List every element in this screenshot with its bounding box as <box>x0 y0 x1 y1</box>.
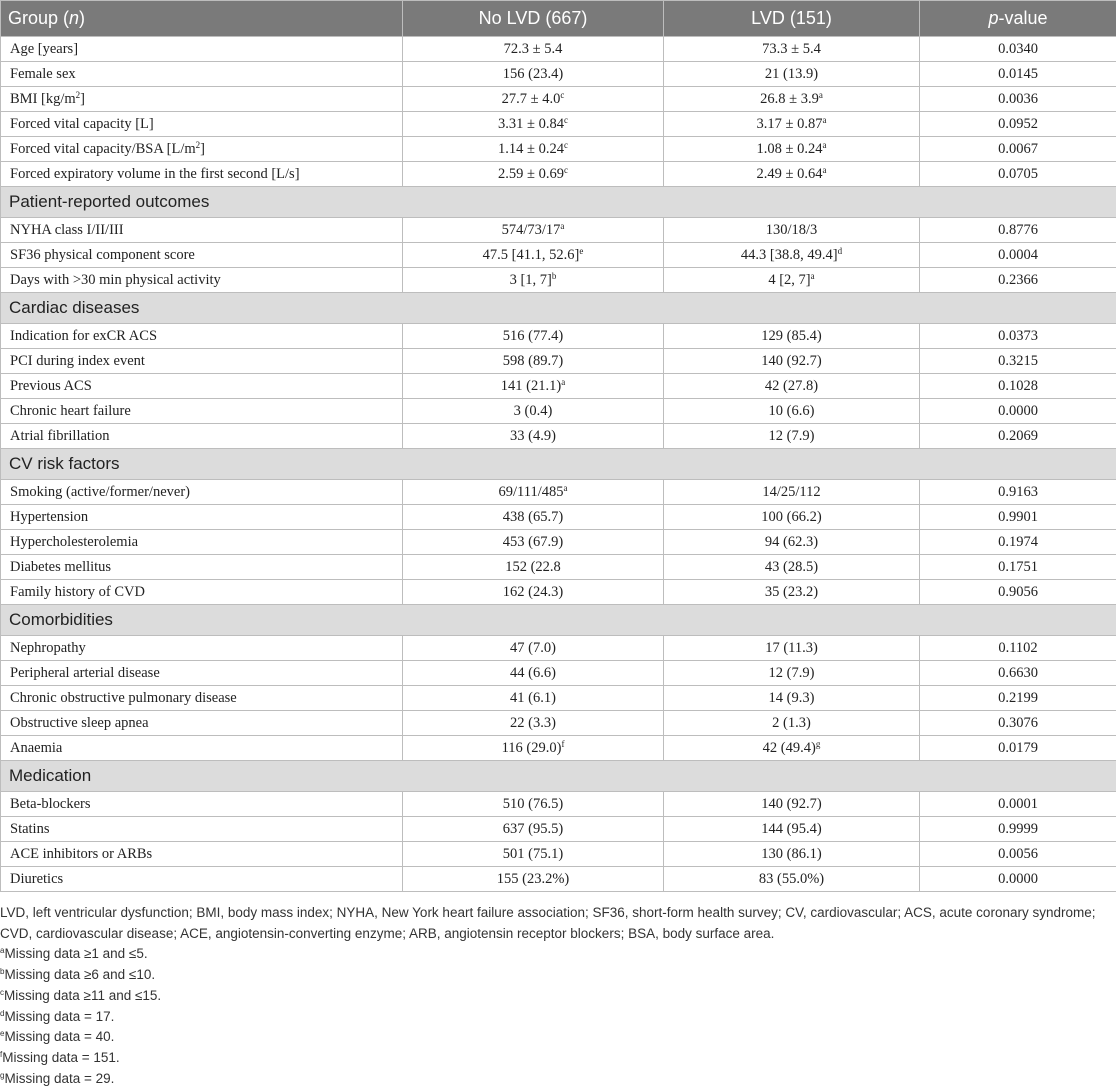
p-value: 0.3076 <box>920 711 1116 736</box>
row-label-text: PCI during index event <box>10 353 145 369</box>
lvd-value <box>664 792 920 817</box>
table-row <box>1 711 1116 736</box>
table-row <box>1 424 1116 449</box>
lvd-value <box>664 480 920 505</box>
lvd-value <box>664 62 920 87</box>
footnote-line <box>0 1048 1116 1069</box>
footnote-marker: a <box>822 140 826 150</box>
row-label <box>1 268 403 293</box>
footnote-marker: b <box>552 271 557 281</box>
section-heading: Patient-reported outcomes <box>1 187 1116 218</box>
footnote-mark: c <box>0 988 4 997</box>
no-lvd-value <box>403 349 664 374</box>
lvd-value <box>664 37 920 62</box>
no-lvd-value <box>403 867 664 892</box>
p-value: 0.9901 <box>920 505 1116 530</box>
row-label-text: Forced vital capacity [L] <box>10 116 154 132</box>
no-lvd-value <box>403 817 664 842</box>
footnote-text: Missing data ≥1 and ≤5. <box>4 946 147 961</box>
row-label <box>1 424 403 449</box>
cell-value: 501 (75.1) <box>503 846 563 862</box>
row-label-text: Female sex <box>10 66 76 82</box>
p-value: 0.2366 <box>920 268 1116 293</box>
lvd-value <box>664 137 920 162</box>
footnote-marker: c <box>564 115 568 125</box>
footnote-marker: a <box>560 221 564 231</box>
row-label <box>1 505 403 530</box>
no-lvd-value <box>403 137 664 162</box>
section-heading: Cardiac diseases <box>1 293 1116 324</box>
table-row <box>1 686 1116 711</box>
header-no-lvd: No LVD (667) <box>403 1 664 37</box>
no-lvd-value <box>403 636 664 661</box>
cell-value: 47 (7.0) <box>510 640 556 656</box>
cell-value: 27.7 ± 4.0 <box>502 91 561 107</box>
cell-value: 598 (89.7) <box>503 353 563 369</box>
lvd-value <box>664 505 920 530</box>
row-label <box>1 555 403 580</box>
no-lvd-value <box>403 424 664 449</box>
no-lvd-value <box>403 842 664 867</box>
footnote-marker: c <box>560 90 564 100</box>
p-value: 0.0705 <box>920 162 1116 187</box>
header-group: Group (n) <box>1 1 403 37</box>
no-lvd-value <box>403 711 664 736</box>
lvd-value <box>664 636 920 661</box>
p-value: 0.0004 <box>920 243 1116 268</box>
p-value: 0.9056 <box>920 580 1116 605</box>
no-lvd-value <box>403 62 664 87</box>
cell-value: 162 (24.3) <box>503 584 563 600</box>
missing-data-notes <box>0 944 1116 1089</box>
lvd-value <box>664 686 920 711</box>
p-value: 0.1751 <box>920 555 1116 580</box>
footnote-marker: a <box>822 165 826 175</box>
section-row <box>1 761 1116 792</box>
footnote-text: Missing data = 151. <box>2 1050 119 1065</box>
unit-superscript: 2 <box>76 90 81 100</box>
table-header <box>1 1 1116 37</box>
p-value: 0.0000 <box>920 399 1116 424</box>
footnote-mark: f <box>0 1050 2 1059</box>
table-row <box>1 112 1116 137</box>
footnote-mark: d <box>0 1009 4 1018</box>
table-row <box>1 842 1116 867</box>
footnote-line <box>0 1027 1116 1048</box>
footnote-marker: a <box>563 483 567 493</box>
cell-value: 130 (86.1) <box>761 846 821 862</box>
row-label-text: Obstructive sleep apnea <box>10 715 149 731</box>
table-row <box>1 268 1116 293</box>
p-value: 0.2069 <box>920 424 1116 449</box>
p-value: 0.0000 <box>920 867 1116 892</box>
footnote-marker: a <box>561 377 565 387</box>
no-lvd-value <box>403 505 664 530</box>
p-value: 0.1028 <box>920 374 1116 399</box>
footnote-text: Missing data = 29. <box>4 1071 114 1086</box>
row-label <box>1 480 403 505</box>
row-label <box>1 243 403 268</box>
no-lvd-value <box>403 324 664 349</box>
cell-value: 4 [2, 7] <box>768 272 810 288</box>
table-row <box>1 162 1116 187</box>
row-label <box>1 817 403 842</box>
row-label <box>1 842 403 867</box>
row-label-text: Beta-blockers <box>10 796 91 812</box>
row-label <box>1 62 403 87</box>
no-lvd-value <box>403 243 664 268</box>
section-heading: CV risk factors <box>1 449 1116 480</box>
table-row <box>1 324 1116 349</box>
cell-value: 44.3 [38.8, 49.4] <box>741 247 838 263</box>
row-label <box>1 87 403 112</box>
footnote-text: Missing data = 40. <box>4 1029 114 1044</box>
row-label-text: Atrial fibrillation <box>10 428 109 444</box>
row-label-text: Smoking (active/former/never) <box>10 484 190 500</box>
p-value: 0.0056 <box>920 842 1116 867</box>
table-row <box>1 817 1116 842</box>
row-label <box>1 867 403 892</box>
lvd-value <box>664 530 920 555</box>
row-label-text: Diabetes mellitus <box>10 559 111 575</box>
no-lvd-value <box>403 480 664 505</box>
lvd-value <box>664 243 920 268</box>
p-value: 0.1102 <box>920 636 1116 661</box>
no-lvd-value <box>403 555 664 580</box>
table-row <box>1 636 1116 661</box>
no-lvd-value <box>403 736 664 761</box>
cell-value: 47.5 [41.1, 52.6] <box>483 247 580 263</box>
row-label <box>1 530 403 555</box>
no-lvd-value <box>403 218 664 243</box>
lvd-value <box>664 661 920 686</box>
row-label-text: Diuretics <box>10 871 63 887</box>
table-row <box>1 137 1116 162</box>
unit-superscript: 2 <box>196 140 201 150</box>
cell-value: 140 (92.7) <box>761 796 821 812</box>
lvd-value <box>664 711 920 736</box>
cell-value: 22 (3.3) <box>510 715 556 731</box>
no-lvd-value <box>403 112 664 137</box>
cell-value: 141 (21.1) <box>501 378 561 394</box>
cell-value: 21 (13.9) <box>765 66 818 82</box>
cell-value: 42 (49.4) <box>763 740 816 756</box>
row-label-text: Age [years] <box>10 41 78 57</box>
table-row <box>1 218 1116 243</box>
row-label <box>1 736 403 761</box>
section-row <box>1 293 1116 324</box>
no-lvd-value <box>403 162 664 187</box>
row-label <box>1 37 403 62</box>
no-lvd-value <box>403 580 664 605</box>
cell-value: 129 (85.4) <box>761 328 821 344</box>
row-label-text: Forced vital capacity/BSA [L/m <box>10 141 196 157</box>
p-value: 0.6630 <box>920 661 1116 686</box>
cell-value: 453 (67.9) <box>503 534 563 550</box>
row-label-suffix: ] <box>80 91 85 107</box>
row-label <box>1 711 403 736</box>
no-lvd-value <box>403 399 664 424</box>
footnote-line <box>0 965 1116 986</box>
row-label <box>1 162 403 187</box>
footnotes <box>0 903 1116 1089</box>
row-label <box>1 324 403 349</box>
footnote-marker: g <box>816 739 821 749</box>
table-row <box>1 374 1116 399</box>
row-label-text: Days with >30 min physical activity <box>10 272 221 288</box>
table-body <box>1 37 1116 892</box>
row-label-text: SF36 physical component score <box>10 247 195 263</box>
p-value: 0.3215 <box>920 349 1116 374</box>
cell-value: 69/111/485 <box>499 484 564 500</box>
lvd-value <box>664 867 920 892</box>
footnote-text: Missing data ≥11 and ≤15. <box>4 988 161 1003</box>
cell-value: 41 (6.1) <box>510 690 556 706</box>
table-row <box>1 87 1116 112</box>
table-row <box>1 505 1116 530</box>
cell-value: 94 (62.3) <box>765 534 818 550</box>
lvd-value <box>664 374 920 399</box>
row-label-text: BMI [kg/m <box>10 91 76 107</box>
cell-value: 73.3 ± 5.4 <box>762 41 821 57</box>
cell-value: 10 (6.6) <box>769 403 815 419</box>
row-label-text: Forced expiratory volume in the first second [L/s] <box>10 166 300 182</box>
no-lvd-value <box>403 792 664 817</box>
row-label-text: Family history of CVD <box>10 584 145 600</box>
cell-value: 516 (77.4) <box>503 328 563 344</box>
p-value: 0.1974 <box>920 530 1116 555</box>
lvd-value <box>664 580 920 605</box>
row-label-text: Anaemia <box>10 740 62 756</box>
row-label <box>1 686 403 711</box>
footnote-line <box>0 944 1116 965</box>
table-row <box>1 530 1116 555</box>
cell-value: 12 (7.9) <box>769 428 815 444</box>
no-lvd-value <box>403 661 664 686</box>
cell-value: 3 (0.4) <box>514 403 553 419</box>
row-label <box>1 137 403 162</box>
table-row <box>1 867 1116 892</box>
footnote-mark: a <box>0 946 4 955</box>
section-row <box>1 605 1116 636</box>
cell-value: 2.49 ± 0.64 <box>757 166 823 182</box>
lvd-value <box>664 817 920 842</box>
cell-value: 2.59 ± 0.69 <box>498 166 564 182</box>
cell-value: 1.14 ± 0.24 <box>498 141 564 157</box>
lvd-value <box>664 268 920 293</box>
p-value: 0.0067 <box>920 137 1116 162</box>
lvd-value <box>664 399 920 424</box>
cell-value: 100 (66.2) <box>761 509 821 525</box>
cell-value: 3.17 ± 0.87 <box>757 116 823 132</box>
lvd-value <box>664 162 920 187</box>
cell-value: 14/25/112 <box>762 484 820 500</box>
lvd-value <box>664 424 920 449</box>
table-row <box>1 62 1116 87</box>
cell-value: 155 (23.2%) <box>497 871 570 887</box>
row-label-text: Previous ACS <box>10 378 92 394</box>
lvd-value <box>664 324 920 349</box>
row-label-text: Indication for exCR ACS <box>10 328 157 344</box>
no-lvd-value <box>403 530 664 555</box>
footnote-line <box>0 1007 1116 1028</box>
footnote-marker: e <box>579 246 583 256</box>
table-row <box>1 399 1116 424</box>
cell-value: 43 (28.5) <box>765 559 818 575</box>
footnote-mark: e <box>0 1029 4 1038</box>
p-value: 0.8776 <box>920 218 1116 243</box>
table-row <box>1 555 1116 580</box>
p-value: 0.0001 <box>920 792 1116 817</box>
footnote-mark: g <box>0 1071 4 1080</box>
section-heading: Comorbidities <box>1 605 1116 636</box>
lvd-value <box>664 736 920 761</box>
row-label <box>1 661 403 686</box>
p-value: 0.0340 <box>920 37 1116 62</box>
footnote-marker: a <box>811 271 815 281</box>
cell-value: 438 (65.7) <box>503 509 563 525</box>
header-lvd: LVD (151) <box>664 1 920 37</box>
row-label <box>1 399 403 424</box>
no-lvd-value <box>403 37 664 62</box>
lvd-value <box>664 555 920 580</box>
footnote-marker: c <box>564 140 568 150</box>
row-label <box>1 792 403 817</box>
cell-value: 637 (95.5) <box>503 821 563 837</box>
footnote-marker: a <box>819 90 823 100</box>
p-value: 0.0179 <box>920 736 1116 761</box>
row-label <box>1 349 403 374</box>
row-label-text: Chronic obstructive pulmonary disease <box>10 690 237 706</box>
p-value: 0.9163 <box>920 480 1116 505</box>
table-row <box>1 37 1116 62</box>
row-label-text: Hypercholesterolemia <box>10 534 138 550</box>
row-label <box>1 580 403 605</box>
cell-value: 3 [1, 7] <box>510 272 552 288</box>
section-row <box>1 187 1116 218</box>
p-value: 0.0036 <box>920 87 1116 112</box>
cell-value: 42 (27.8) <box>765 378 818 394</box>
cell-value: 2 (1.3) <box>772 715 811 731</box>
cell-value: 130/18/3 <box>766 222 818 238</box>
no-lvd-value <box>403 268 664 293</box>
cell-value: 144 (95.4) <box>761 821 821 837</box>
footnote-text: Missing data ≥6 and ≤10. <box>4 967 155 982</box>
lvd-value <box>664 87 920 112</box>
cell-value: 3.31 ± 0.84 <box>498 116 564 132</box>
footnote-marker: d <box>838 246 843 256</box>
cell-value: 140 (92.7) <box>761 353 821 369</box>
cell-value: 33 (4.9) <box>510 428 556 444</box>
cell-value: 116 (29.0) <box>502 740 562 756</box>
cell-value: 14 (9.3) <box>769 690 815 706</box>
cell-value: 72.3 ± 5.4 <box>504 41 563 57</box>
cell-value: 510 (76.5) <box>503 796 563 812</box>
row-label-text: ACE inhibitors or ARBs <box>10 846 152 862</box>
lvd-value <box>664 112 920 137</box>
abbreviations-note: LVD, left ventricular dysfunction; BMI, body mass index; NYHA, New York heart failure association; SF36, short-form health survey; CV, cardiovascular; ACS, acute coronary syndrome; CVD, cardiovascular disease; ACE, angiotensin-converting enzyme; ARB, angiotensin receptor blockers; BSA, body surface area. <box>0 903 1116 944</box>
table-row <box>1 480 1116 505</box>
footnote-marker: f <box>561 739 564 749</box>
table-row <box>1 661 1116 686</box>
footnote-line <box>0 986 1116 1007</box>
cell-value: 574/73/17 <box>502 222 561 238</box>
row-label-text: Hypertension <box>10 509 88 525</box>
cell-value: 26.8 ± 3.9 <box>760 91 819 107</box>
cell-value: 17 (11.3) <box>765 640 818 656</box>
p-value: 0.9999 <box>920 817 1116 842</box>
no-lvd-value <box>403 374 664 399</box>
header-p-value: p-value <box>920 1 1116 37</box>
section-heading: Medication <box>1 761 1116 792</box>
p-value: 0.0145 <box>920 62 1116 87</box>
row-label <box>1 374 403 399</box>
table-row <box>1 736 1116 761</box>
footnote-marker: a <box>822 115 826 125</box>
cell-value: 12 (7.9) <box>769 665 815 681</box>
row-label-text: Chronic heart failure <box>10 403 131 419</box>
table-row <box>1 349 1116 374</box>
cell-value: 1.08 ± 0.24 <box>757 141 823 157</box>
no-lvd-value <box>403 87 664 112</box>
row-label-text: Nephropathy <box>10 640 86 656</box>
table-row <box>1 792 1116 817</box>
lvd-value <box>664 218 920 243</box>
lvd-value <box>664 842 920 867</box>
cell-value: 35 (23.2) <box>765 584 818 600</box>
footnote-line <box>0 1069 1116 1089</box>
row-label-suffix: ] <box>200 141 205 157</box>
row-label-text: Peripheral arterial disease <box>10 665 160 681</box>
p-value: 0.2199 <box>920 686 1116 711</box>
row-label <box>1 112 403 137</box>
footnote-marker: c <box>564 165 568 175</box>
no-lvd-value <box>403 686 664 711</box>
lvd-value <box>664 349 920 374</box>
row-label-text: Statins <box>10 821 49 837</box>
row-label <box>1 636 403 661</box>
cell-value: 152 (22.8 <box>505 559 561 575</box>
row-label <box>1 218 403 243</box>
section-row <box>1 449 1116 480</box>
cell-value: 83 (55.0%) <box>759 871 824 887</box>
p-value: 0.0952 <box>920 112 1116 137</box>
cell-value: 156 (23.4) <box>503 66 563 82</box>
p-value: 0.0373 <box>920 324 1116 349</box>
footnote-mark: b <box>0 967 4 976</box>
footnote-text: Missing data = 17. <box>4 1009 114 1024</box>
table-row <box>1 243 1116 268</box>
row-label-text: NYHA class I/II/III <box>10 222 124 238</box>
cell-value: 44 (6.6) <box>510 665 556 681</box>
table-row <box>1 580 1116 605</box>
